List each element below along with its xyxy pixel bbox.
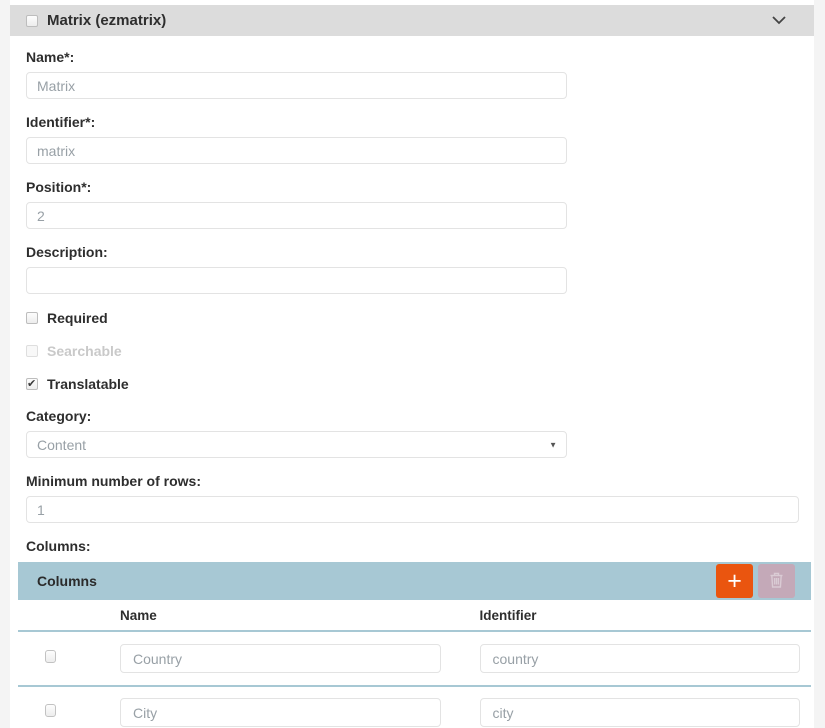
column-name-input[interactable]: [120, 644, 441, 673]
position-input[interactable]: [26, 202, 567, 229]
identifier-group: [26, 114, 799, 164]
chevron-down-icon[interactable]: [772, 16, 786, 25]
category-label: Category:: [26, 408, 92, 424]
column-identifier-input[interactable]: [480, 644, 801, 673]
field-definition-form: [10, 36, 814, 728]
min-rows-label: Minimum number of rows:: [26, 473, 201, 489]
columns-widget: [18, 562, 811, 728]
name-group: [26, 49, 799, 99]
column-header-name: Name: [120, 608, 157, 623]
translatable-label: Translatable: [47, 375, 129, 392]
identifier-input[interactable]: [26, 137, 567, 164]
column-name-input[interactable]: [120, 698, 441, 727]
field-select-checkbox[interactable]: [26, 15, 38, 27]
description-group: [26, 244, 799, 294]
columns-table-header-row: [18, 600, 811, 632]
table-row: [18, 685, 811, 728]
category-select-box: [26, 431, 567, 458]
dropdown-arrow-icon: ▼: [549, 440, 558, 449]
field-definition-panel: [10, 0, 814, 728]
row-select-checkbox[interactable]: [45, 650, 56, 663]
columns-section-label: Columns:: [26, 538, 91, 554]
column-header-identifier: Identifier: [479, 608, 537, 623]
required-group: [26, 309, 799, 326]
table-row: [18, 632, 811, 685]
remove-column-button: [758, 564, 795, 598]
trash-icon: [768, 570, 785, 592]
min-rows-group: [26, 473, 799, 523]
required-checkbox[interactable]: [26, 312, 38, 324]
field-definition-header[interactable]: [10, 5, 814, 36]
translatable-checkbox[interactable]: [26, 378, 38, 390]
row-select-checkbox[interactable]: [45, 704, 56, 717]
searchable-checkbox: [26, 345, 38, 357]
translatable-group: [26, 375, 799, 392]
identifier-label: Identifier*:: [26, 114, 96, 130]
name-label: Name*:: [26, 49, 75, 65]
category-group: [26, 408, 799, 458]
searchable-group: [26, 342, 799, 359]
columns-widget-header: [18, 562, 811, 600]
plus-icon: +: [727, 566, 742, 595]
field-definition-title: Matrix (ezmatrix): [47, 12, 167, 29]
required-label: Required: [47, 309, 108, 326]
position-label: Position*:: [26, 179, 92, 195]
name-input[interactable]: [26, 72, 567, 99]
position-group: [26, 179, 799, 229]
description-input[interactable]: [26, 267, 567, 294]
description-label: Description:: [26, 244, 108, 260]
searchable-label: Searchable: [47, 342, 122, 359]
min-rows-input[interactable]: [26, 496, 799, 523]
columns-widget-title: Columns: [37, 573, 97, 589]
category-select[interactable]: [26, 431, 567, 458]
add-column-button[interactable]: [716, 564, 753, 598]
columns-table: [18, 600, 811, 728]
column-identifier-input[interactable]: [480, 698, 801, 727]
